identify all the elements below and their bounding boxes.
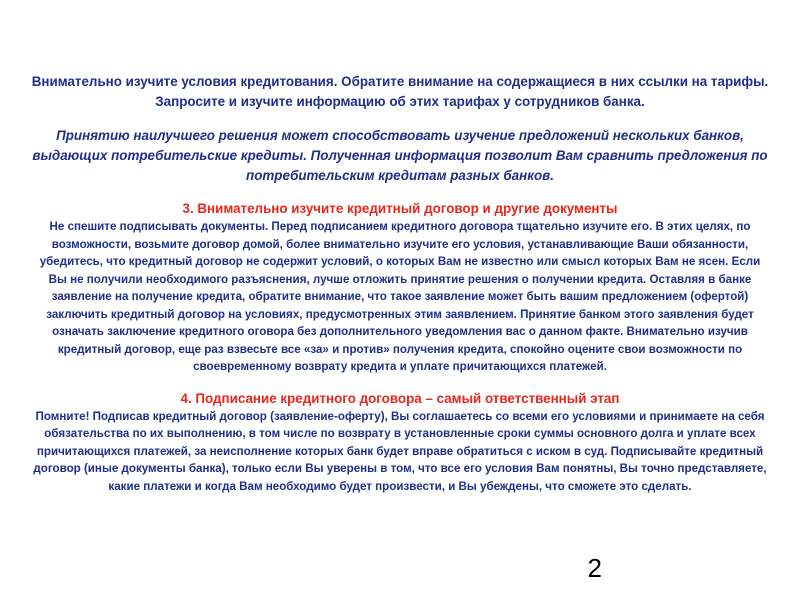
- section-3-body: Не спешите подписывать документы. Перед подписанием кредитного договора тщательно изучите его. В этих целях, по возможности, возьмите договор домой, более внимательно изучите его условия, устанавливающие Ваши обязанности, убедитесь, что кредитный договор не содержит условий, о которых Вам не известно или смысл которых Вам не ясен. Если Вы не получили необходимого разъяснения, лучше отложить принятие решения о получении кредита. Оставляя в банке заявление на получение кредита, обратите внимание, что такое заявление может быть вашим предложением (офертой) заключить кредитный договор на условиях, предусмотренных этим заявлением. Принятие банком этого заявления будет означать заключение кредитного оговора без дополнительного уведомления вас о данном факте. Внимательно изучив кредитный договор, еще раз взвесьте все «за» и против» получения кредита, спокойно оцените свои возможности по своевременному возврату кредита и уплате причитающихся платежей.: [39, 220, 761, 373]
- section-4-body: Помните! Подписав кредитный договор (заявление-оферту), Вы соглашаетесь со всеми его условиями и принимаете на себя обязательства по их выполнению, в том числе по возврату в установленные сроки суммы основного долга и уплате всех причитающихся платежей, за неисполнение которых банк будет вправе обратиться с иском в суд. Подписывайте кредитный договор (иные документы банка), только если Вы уверены в том, что все его условия Вам понятны, Вы точно представляете, какие платежи и когда Вам необходимо будет произвести, и Вы убеждены, что сможете это сделать.: [33, 409, 767, 493]
- page-number: 2: [587, 553, 602, 583]
- section-4: [30, 390, 770, 496]
- section-3-heading: 3. Внимательно изучите кредитный договор и другие документы: [182, 201, 618, 216]
- slide-content: [30, 72, 770, 495]
- advice-paragraph: Принятию наилучшего решения может способствовать изучение предложений нескольких банков, выдающих потребительские кредиты. Полученная информация позволит Вам сравнить предложения по потребительским кредитам разных банков.: [32, 128, 768, 183]
- section-3: [30, 200, 770, 376]
- intro-paragraph: Внимательно изучите условия кредитования. Обратите внимание на содержащиеся в них ссылки на тарифы. Запросите и изучите информацию об этих тарифах у сотрудников банка.: [31, 74, 769, 109]
- section-4-heading: 4. Подписание кредитного договора – самый ответственный этап: [180, 390, 620, 406]
